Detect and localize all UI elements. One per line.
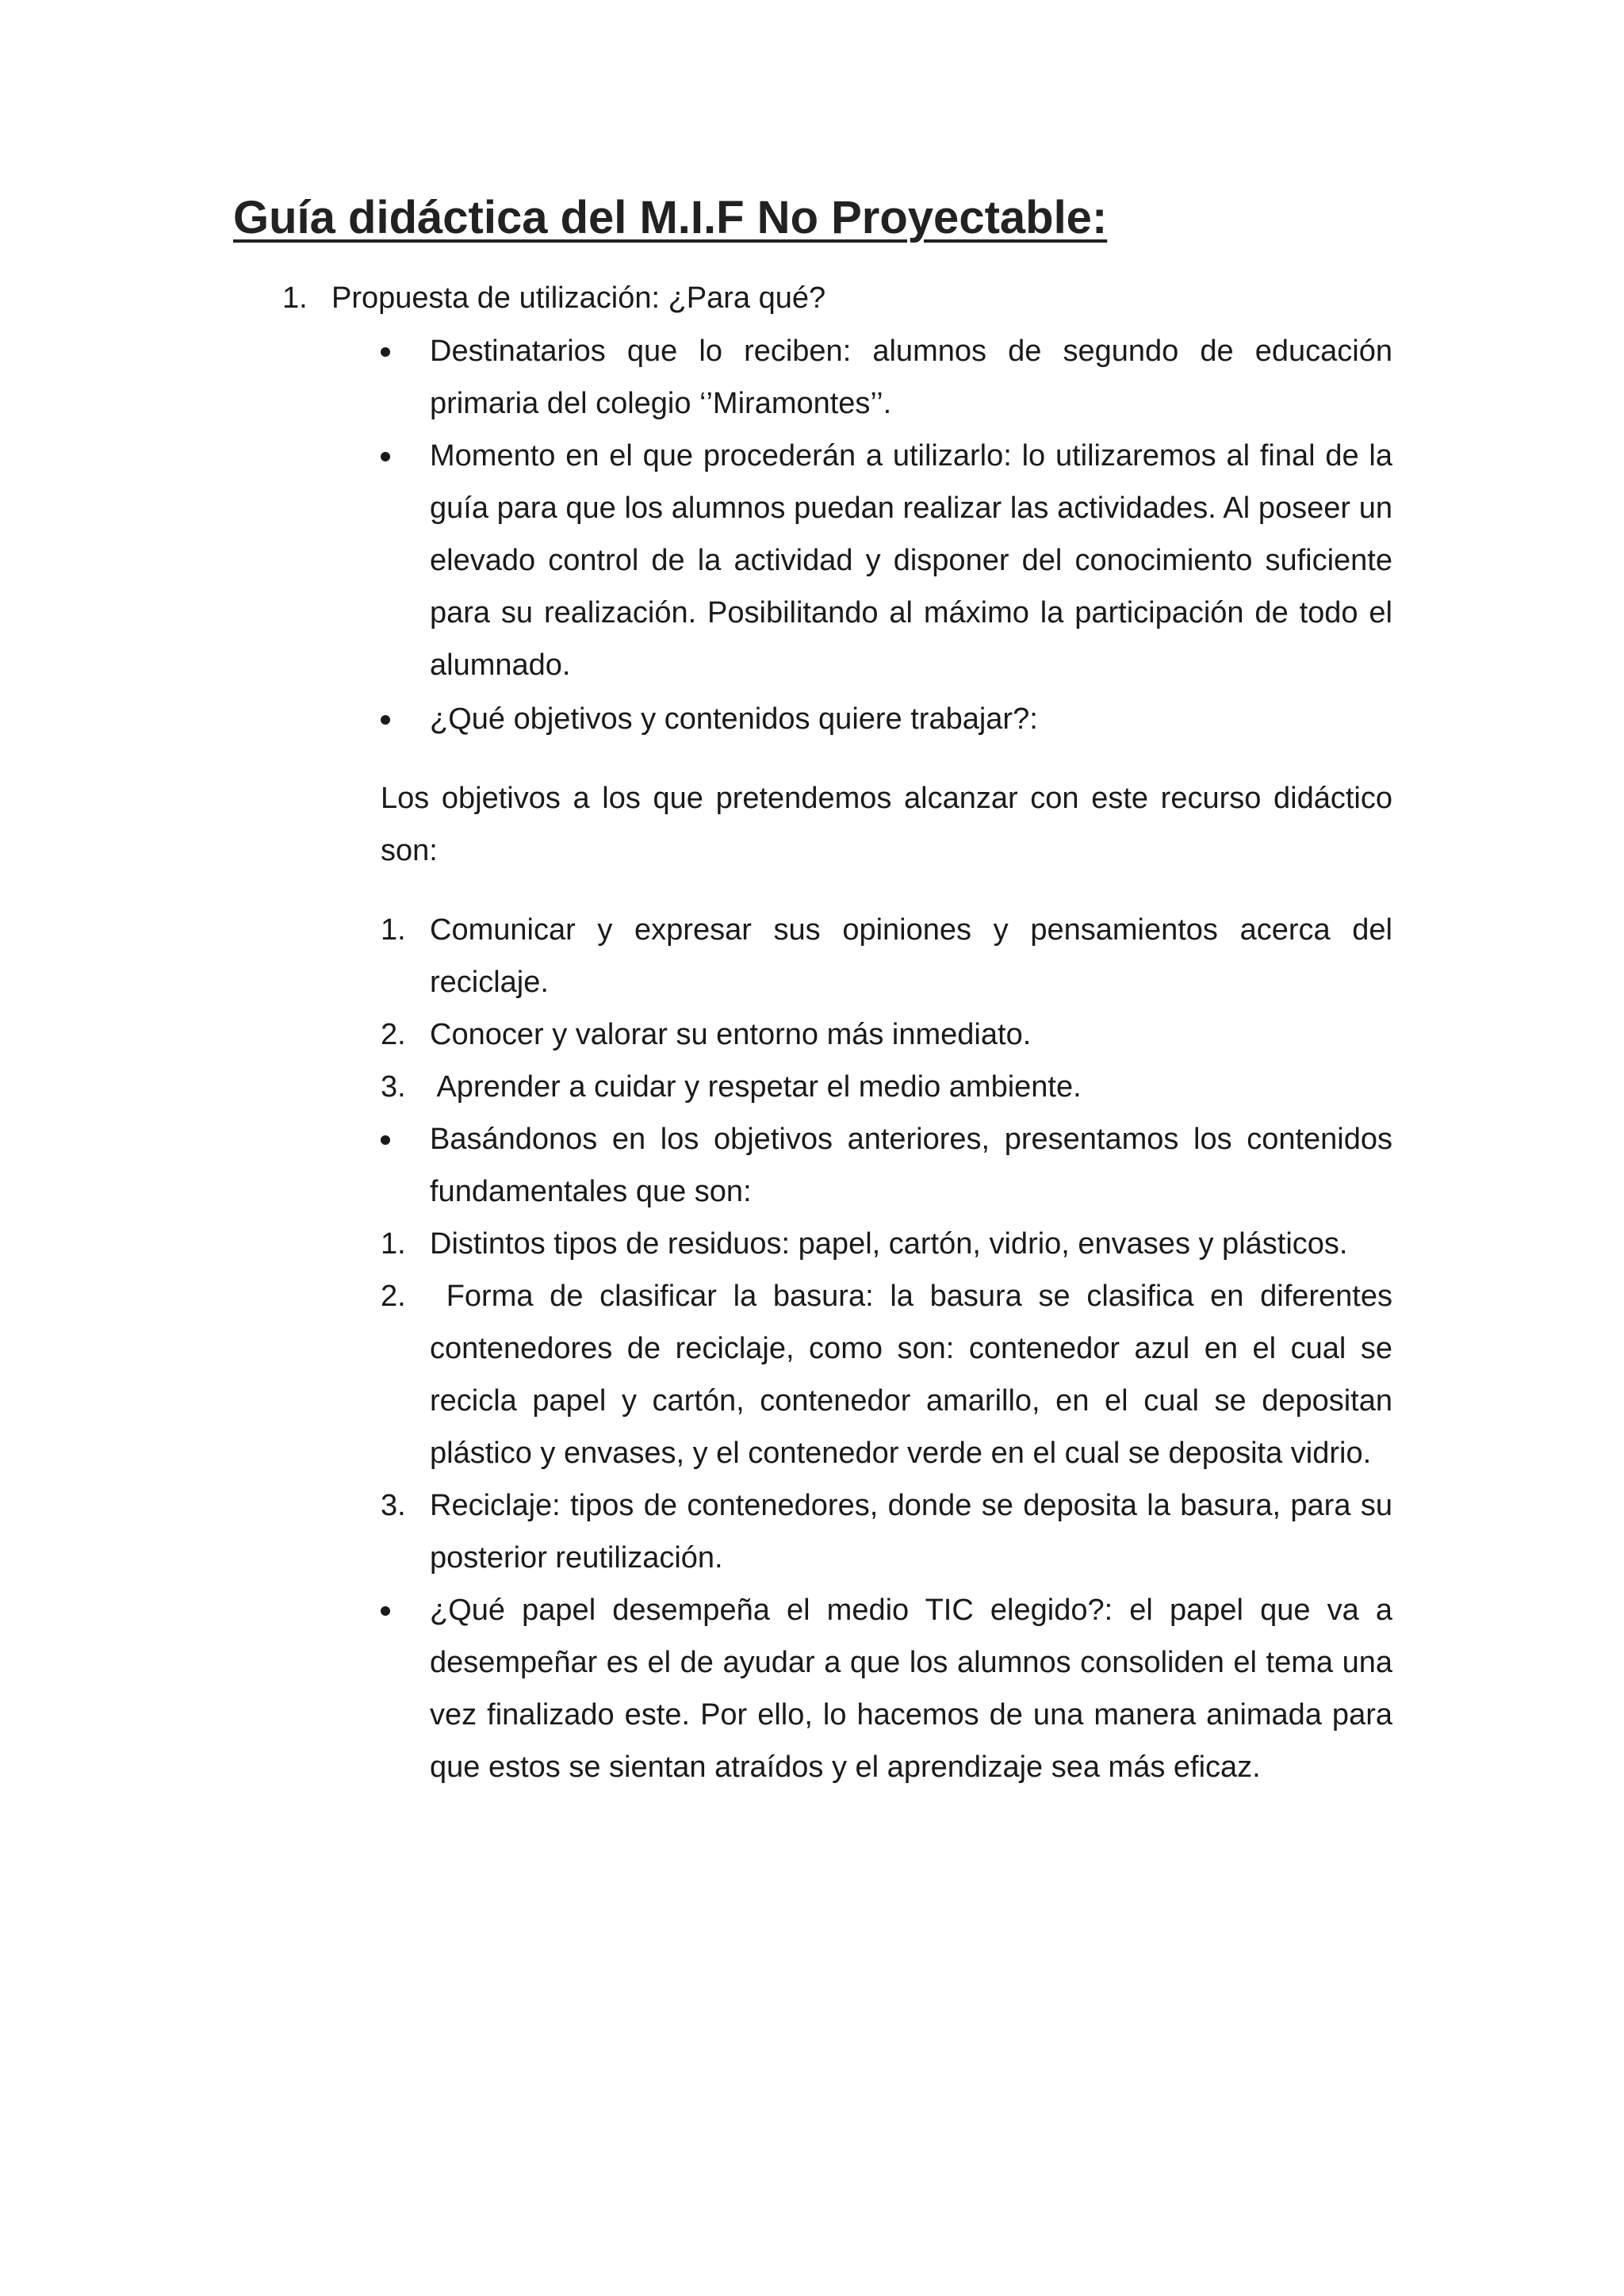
objective-item: Aprender a cuidar y respetar el medio ambiente. bbox=[430, 1070, 1082, 1104]
bullet-contents-intro: Basándonos en los objetivos anteriores, presentamos los contenidos fundamentales que son: bbox=[430, 1123, 1392, 1208]
bullet-icon bbox=[381, 1135, 390, 1145]
bullet-tic-role: ¿Qué papel desempeña el medio TIC elegido?: el papel que va a desempeñar es el de ayudar a que los alumnos consoliden el tema una vez finalizado este. Por ello, lo hacemos de una manera animada para que estos se sientan atraídos y el aprendizaje sea más eficaz. bbox=[430, 1594, 1392, 1784]
bullet-icon bbox=[381, 1606, 390, 1616]
objective-number: 1. bbox=[381, 913, 406, 947]
section-number: 1. bbox=[282, 281, 308, 315]
objective-item: Comunicar y expresar sus opiniones y pensamientos acerca del reciclaje. bbox=[430, 913, 1392, 999]
section-heading: Propuesta de utilización: ¿Para qué? bbox=[331, 281, 826, 315]
bullet-icon bbox=[381, 452, 390, 461]
bullet-momento: Momento en el que procederán a utilizarlo: lo utilizaremos al final de la guía para que los alumnos puedan realizar las actividades. Al poseer un elevado control de la actividad y disponer del conocimiento suficiente para su realización. Posibilitando al máximo la participación de todo el alumnado. bbox=[430, 439, 1392, 682]
bullet-icon bbox=[381, 347, 390, 357]
objective-number: 2. bbox=[381, 1018, 406, 1051]
bullet-destinatarios: Destinatarios que lo reciben: alumnos de segundo de educación primaria del colegio ‘’Miramontes’’. bbox=[430, 335, 1392, 420]
objective-item: Conocer y valorar su entorno más inmediato. bbox=[430, 1018, 1032, 1051]
content-number: 1. bbox=[381, 1227, 406, 1261]
objectives-intro: Los objetivos a los que pretendemos alcanzar con este recurso didáctico son: bbox=[381, 782, 1392, 867]
content-item: Reciclaje: tipos de contenedores, donde se deposita la basura, para su posterior reutilización. bbox=[430, 1489, 1392, 1575]
content-number: 2. bbox=[381, 1280, 406, 1313]
content-item: Forma de clasificar la basura: la basura se clasifica en diferentes contenedores de reciclaje, como son: contenedor azul en el cual se recicla papel y cartón, contenedor amarillo, en el cual se depositan plástico y envases, y el contenedor verde en el cual se deposita vidrio. bbox=[430, 1280, 1401, 1470]
document-title: Guía didáctica del M.I.F No Proyectable: bbox=[233, 192, 1108, 243]
objective-number: 3. bbox=[381, 1070, 406, 1104]
content-number: 3. bbox=[381, 1489, 406, 1522]
content-item: Distintos tipos de residuos: papel, cartón, vidrio, envases y plásticos. bbox=[430, 1227, 1348, 1261]
bullet-icon bbox=[381, 715, 390, 725]
bullet-objetivos-question: ¿Qué objetivos y contenidos quiere trabajar?: bbox=[430, 702, 1038, 736]
